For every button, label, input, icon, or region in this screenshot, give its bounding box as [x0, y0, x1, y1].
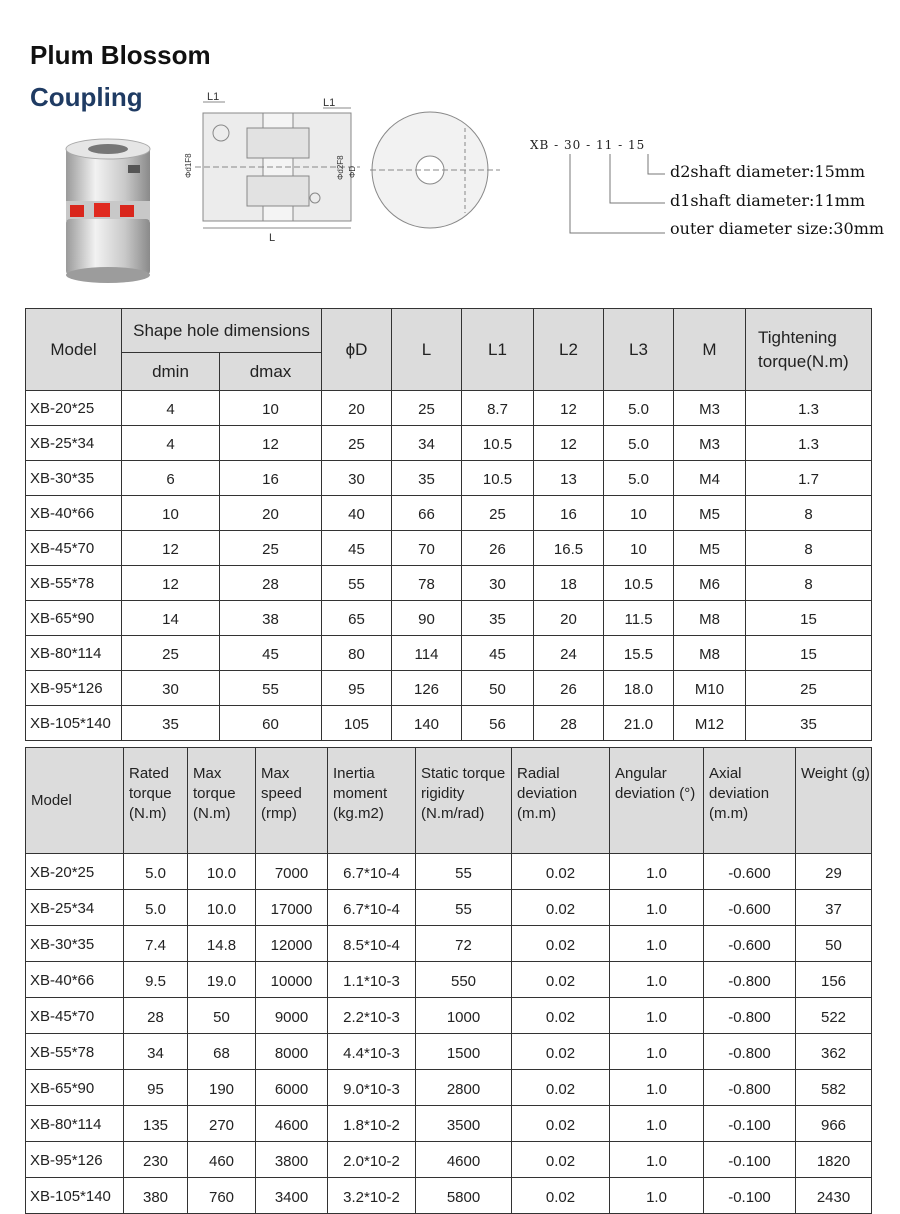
table-cell: 12 [122, 531, 220, 566]
table-cell: 25 [392, 391, 462, 426]
table-cell: -0.100 [704, 1106, 796, 1142]
header-L1: L1 [462, 309, 534, 391]
table-cell: M8 [674, 601, 746, 636]
d1-shaft-label: d1shaft diameter:11mm [670, 191, 866, 210]
l-label: L [269, 232, 276, 244]
table-cell: 16.5 [534, 531, 604, 566]
table-cell: 966 [796, 1106, 872, 1142]
table-cell: 3.2*10-2 [328, 1178, 416, 1214]
table-cell: 25 [462, 496, 534, 531]
table-cell: 15.5 [604, 636, 674, 671]
table-cell: 8 [746, 496, 872, 531]
header-cell: Max torque (N.m) [188, 748, 256, 854]
table-cell: 10.0 [188, 854, 256, 890]
table-cell: XB-45*70 [26, 998, 124, 1034]
table-row [26, 391, 872, 426]
header-cell: Angular deviation (°) [610, 748, 704, 854]
table-cell: 5.0 [124, 890, 188, 926]
table-cell: 1.0 [610, 1106, 704, 1142]
table-cell: 140 [392, 706, 462, 741]
table-cell: 0.02 [512, 1178, 610, 1214]
table-cell: 2.0*10-2 [328, 1142, 416, 1178]
table-cell: XB-20*25 [26, 854, 124, 890]
l1-left-label: L1 [207, 91, 220, 103]
table-row [26, 962, 872, 998]
table-cell: 78 [392, 566, 462, 601]
table-cell: XB-80*114 [26, 636, 122, 671]
table-cell: 10 [604, 496, 674, 531]
table-cell: 3500 [416, 1106, 512, 1142]
table-cell: -0.600 [704, 926, 796, 962]
table-cell: XB-25*34 [26, 890, 124, 926]
table-cell: 50 [462, 671, 534, 706]
header-dmin: dmin [122, 353, 220, 391]
table-cell: 34 [124, 1034, 188, 1070]
table-cell: 95 [124, 1070, 188, 1106]
table-cell: 10.5 [462, 426, 534, 461]
table-cell: -0.600 [704, 854, 796, 890]
table-cell: XB-95*126 [26, 1142, 124, 1178]
table-cell: 35 [122, 706, 220, 741]
table-cell: 25 [322, 426, 392, 461]
table-cell: 55 [220, 671, 322, 706]
header-shape-hole: Shape hole dimensions [122, 309, 322, 353]
header-cell: Rated torque (N.m) [124, 748, 188, 854]
model-code: XB - 30 - 11 - 15 [530, 138, 646, 152]
table-cell: 8.7 [462, 391, 534, 426]
table-cell: 30 [322, 461, 392, 496]
table-cell: 17000 [256, 890, 328, 926]
table-row [26, 566, 872, 601]
table-cell: 12 [534, 391, 604, 426]
page-subtitle: Coupling [30, 82, 143, 112]
table-cell: 522 [796, 998, 872, 1034]
table-cell: 126 [392, 671, 462, 706]
table-cell: XB-105*140 [26, 1178, 124, 1214]
table-cell: 1500 [416, 1034, 512, 1070]
table-cell: 12000 [256, 926, 328, 962]
table-cell: 4600 [256, 1106, 328, 1142]
table-cell: M10 [674, 671, 746, 706]
header-L: L [392, 309, 462, 391]
table-cell: XB-55*78 [26, 1034, 124, 1070]
table-cell: 7.4 [124, 926, 188, 962]
table-cell: 0.02 [512, 1034, 610, 1070]
table-cell: 40 [322, 496, 392, 531]
performance-table [25, 747, 872, 1214]
table-cell: 362 [796, 1034, 872, 1070]
table-cell: 35 [746, 706, 872, 741]
d2-shaft-label: d2shaft diameter:15mm [670, 162, 866, 181]
table-cell: 230 [124, 1142, 188, 1178]
table-cell: 0.02 [512, 890, 610, 926]
table-cell: 50 [796, 926, 872, 962]
table-cell: 0.02 [512, 854, 610, 890]
table-cell: 26 [462, 531, 534, 566]
table-cell: 4.4*10-3 [328, 1034, 416, 1070]
table-cell: XB-45*70 [26, 531, 122, 566]
table-row [26, 926, 872, 962]
header-cell: Inertia moment (kg.m2) [328, 748, 416, 854]
table-cell: 72 [416, 926, 512, 962]
table-cell: 6 [122, 461, 220, 496]
table-cell: 19.0 [188, 962, 256, 998]
table-cell: 10.5 [604, 566, 674, 601]
table-cell: 25 [122, 636, 220, 671]
table-cell: 30 [122, 671, 220, 706]
table-cell: 50 [188, 998, 256, 1034]
table-row [26, 461, 872, 496]
table-cell: 30 [462, 566, 534, 601]
table-cell: 55 [416, 854, 512, 890]
table-cell: XB-20*25 [26, 391, 122, 426]
table-row [26, 671, 872, 706]
table-cell: 34 [392, 426, 462, 461]
table-cell: 380 [124, 1178, 188, 1214]
table-cell: 35 [392, 461, 462, 496]
header-cell: Axial deviation (m.m) [704, 748, 796, 854]
table-cell: 18.0 [604, 671, 674, 706]
table-cell: 12 [534, 426, 604, 461]
table-row [26, 636, 872, 671]
table-cell: 11.5 [604, 601, 674, 636]
model-code-legend [520, 130, 890, 250]
page-title: Plum Blossom [30, 40, 211, 70]
table-cell: 2.2*10-3 [328, 998, 416, 1034]
table-cell: 24 [534, 636, 604, 671]
d1-label: Φd1F8 [184, 153, 193, 178]
table-cell: -0.600 [704, 890, 796, 926]
header-cell: Static torque rigidity (N.m/rad) [416, 748, 512, 854]
table-cell: 1.0 [610, 1070, 704, 1106]
table-cell: M12 [674, 706, 746, 741]
table-cell: 2430 [796, 1178, 872, 1214]
table-cell: 135 [124, 1106, 188, 1142]
table-cell: 80 [322, 636, 392, 671]
table-cell: XB-95*126 [26, 671, 122, 706]
table-row [26, 531, 872, 566]
table-row [26, 890, 872, 926]
table-cell: 21.0 [604, 706, 674, 741]
table-cell: 37 [796, 890, 872, 926]
table-cell: 1.3 [746, 391, 872, 426]
header-model: Model [26, 309, 122, 391]
table-cell: 8000 [256, 1034, 328, 1070]
table-cell: 70 [392, 531, 462, 566]
header-M: M [674, 309, 746, 391]
table-cell: 12 [122, 566, 220, 601]
table-cell: 5.0 [604, 391, 674, 426]
table-cell: 25 [220, 531, 322, 566]
coupling-product-image [58, 135, 158, 285]
header-cell: Weight (g) [796, 748, 872, 854]
table-cell: 3800 [256, 1142, 328, 1178]
table-cell: 9.5 [124, 962, 188, 998]
table-cell: 45 [322, 531, 392, 566]
table-cell: 9.0*10-3 [328, 1070, 416, 1106]
outer-diameter-label: outer diameter size:30mm [670, 219, 885, 238]
table-cell: 45 [462, 636, 534, 671]
table-cell: 12 [220, 426, 322, 461]
table-row [26, 1106, 872, 1142]
table-cell: 29 [796, 854, 872, 890]
table-cell: XB-30*35 [26, 461, 122, 496]
table-cell: 60 [220, 706, 322, 741]
table-cell: 1.8*10-2 [328, 1106, 416, 1142]
table-cell: 20 [534, 601, 604, 636]
l1-right-label: L1 [323, 97, 336, 109]
table-cell: 3400 [256, 1178, 328, 1214]
table-cell: XB-65*90 [26, 601, 122, 636]
table-cell: 8 [746, 531, 872, 566]
table-cell: 1.1*10-3 [328, 962, 416, 998]
table-cell: 582 [796, 1070, 872, 1106]
table-cell: 10 [122, 496, 220, 531]
table-cell: 7000 [256, 854, 328, 890]
table-row [26, 1034, 872, 1070]
table-cell: 6.7*10-4 [328, 854, 416, 890]
header-tightening-torque: Tightening torque(N.m) [746, 309, 872, 391]
table-cell: 55 [322, 566, 392, 601]
table-cell: 4 [122, 426, 220, 461]
table-cell: 10 [604, 531, 674, 566]
table-row [26, 601, 872, 636]
table-cell: 0.02 [512, 962, 610, 998]
header-dmax: dmax [220, 353, 322, 391]
table-cell: 1.0 [610, 1142, 704, 1178]
table-cell: 16 [220, 461, 322, 496]
table-cell: 10.5 [462, 461, 534, 496]
table-cell: 1.7 [746, 461, 872, 496]
header-cell: Model [26, 748, 124, 854]
table-cell: 1.0 [610, 962, 704, 998]
table-cell: 28 [534, 706, 604, 741]
table-cell: 8.5*10-4 [328, 926, 416, 962]
table-cell: 1.3 [746, 426, 872, 461]
table-cell: -0.100 [704, 1178, 796, 1214]
table-cell: 1.0 [610, 890, 704, 926]
table-cell: 5.0 [604, 426, 674, 461]
table-cell: 6.7*10-4 [328, 890, 416, 926]
table-cell: 550 [416, 962, 512, 998]
table-cell: 55 [416, 890, 512, 926]
table-cell: 1.0 [610, 854, 704, 890]
table-cell: 56 [462, 706, 534, 741]
table-cell: -0.800 [704, 998, 796, 1034]
table-cell: 2800 [416, 1070, 512, 1106]
table-row [26, 998, 872, 1034]
table-cell: 25 [746, 671, 872, 706]
table-cell: 26 [534, 671, 604, 706]
table-cell: 14.8 [188, 926, 256, 962]
header-cell: Radial deviation (m.m) [512, 748, 610, 854]
table-row [26, 1070, 872, 1106]
table-cell: 45 [220, 636, 322, 671]
d2-label: Φd2F8 [336, 155, 345, 180]
table-row [26, 854, 872, 890]
table-cell: 16 [534, 496, 604, 531]
header-L2: L2 [534, 309, 604, 391]
table-cell: 0.02 [512, 1070, 610, 1106]
table-cell: 28 [124, 998, 188, 1034]
table-cell: 18 [534, 566, 604, 601]
table-cell: 0.02 [512, 998, 610, 1034]
table-cell: XB-65*90 [26, 1070, 124, 1106]
table-cell: 0.02 [512, 1106, 610, 1142]
table-cell: 9000 [256, 998, 328, 1034]
table-cell: 5800 [416, 1178, 512, 1214]
table-cell: 1.0 [610, 1034, 704, 1070]
table-cell: 270 [188, 1106, 256, 1142]
header-L3: L3 [604, 309, 674, 391]
d-label: ΦD [348, 165, 357, 178]
table-cell: XB-25*34 [26, 426, 122, 461]
table-cell: 1820 [796, 1142, 872, 1178]
table-cell: 20 [220, 496, 322, 531]
table-cell: 28 [220, 566, 322, 601]
table-cell: 1.0 [610, 1178, 704, 1214]
table-cell: M8 [674, 636, 746, 671]
table-row [26, 1178, 872, 1214]
table-cell: 15 [746, 601, 872, 636]
table-row [26, 496, 872, 531]
table-cell: -0.800 [704, 1034, 796, 1070]
table-cell: XB-40*66 [26, 496, 122, 531]
table-cell: 114 [392, 636, 462, 671]
table-cell: 38 [220, 601, 322, 636]
table-cell: 1.0 [610, 926, 704, 962]
table-cell: 10.0 [188, 890, 256, 926]
table-row [26, 706, 872, 741]
table-row [26, 1142, 872, 1178]
table-cell: 6000 [256, 1070, 328, 1106]
table-cell: 14 [122, 601, 220, 636]
header-phiD: ϕD [322, 309, 392, 391]
table-cell: XB-105*140 [26, 706, 122, 741]
table-cell: M4 [674, 461, 746, 496]
table-cell: M5 [674, 496, 746, 531]
table-cell: 4600 [416, 1142, 512, 1178]
table-row [26, 426, 872, 461]
table-cell: M3 [674, 426, 746, 461]
table-cell: 0.02 [512, 926, 610, 962]
table-cell: 760 [188, 1178, 256, 1214]
table-cell: 4 [122, 391, 220, 426]
table-cell: 1000 [416, 998, 512, 1034]
table-cell: 10 [220, 391, 322, 426]
table-cell: XB-55*78 [26, 566, 122, 601]
table-cell: 1.0 [610, 998, 704, 1034]
table-cell: 35 [462, 601, 534, 636]
table-cell: 8 [746, 566, 872, 601]
table-cell: XB-80*114 [26, 1106, 124, 1142]
table-cell: 66 [392, 496, 462, 531]
table-cell: 105 [322, 706, 392, 741]
table-cell: 190 [188, 1070, 256, 1106]
table-cell: 156 [796, 962, 872, 998]
table-cell: 95 [322, 671, 392, 706]
table-cell: XB-40*66 [26, 962, 124, 998]
table-cell: 5.0 [124, 854, 188, 890]
table-cell: 13 [534, 461, 604, 496]
header-cell: Max speed (rmp) [256, 748, 328, 854]
table-cell: 15 [746, 636, 872, 671]
table-cell: 65 [322, 601, 392, 636]
table-cell: 10000 [256, 962, 328, 998]
table-cell: 90 [392, 601, 462, 636]
table-cell: XB-30*35 [26, 926, 124, 962]
table-cell: 5.0 [604, 461, 674, 496]
table-cell: -0.100 [704, 1142, 796, 1178]
table-cell: M3 [674, 391, 746, 426]
technical-drawing [185, 88, 515, 248]
table-cell: M5 [674, 531, 746, 566]
table-cell: 68 [188, 1034, 256, 1070]
table-cell: -0.800 [704, 962, 796, 998]
table-cell: 0.02 [512, 1142, 610, 1178]
table-cell: M6 [674, 566, 746, 601]
table-cell: -0.800 [704, 1070, 796, 1106]
table-cell: 20 [322, 391, 392, 426]
table-cell: 460 [188, 1142, 256, 1178]
dimensions-table [25, 308, 872, 741]
